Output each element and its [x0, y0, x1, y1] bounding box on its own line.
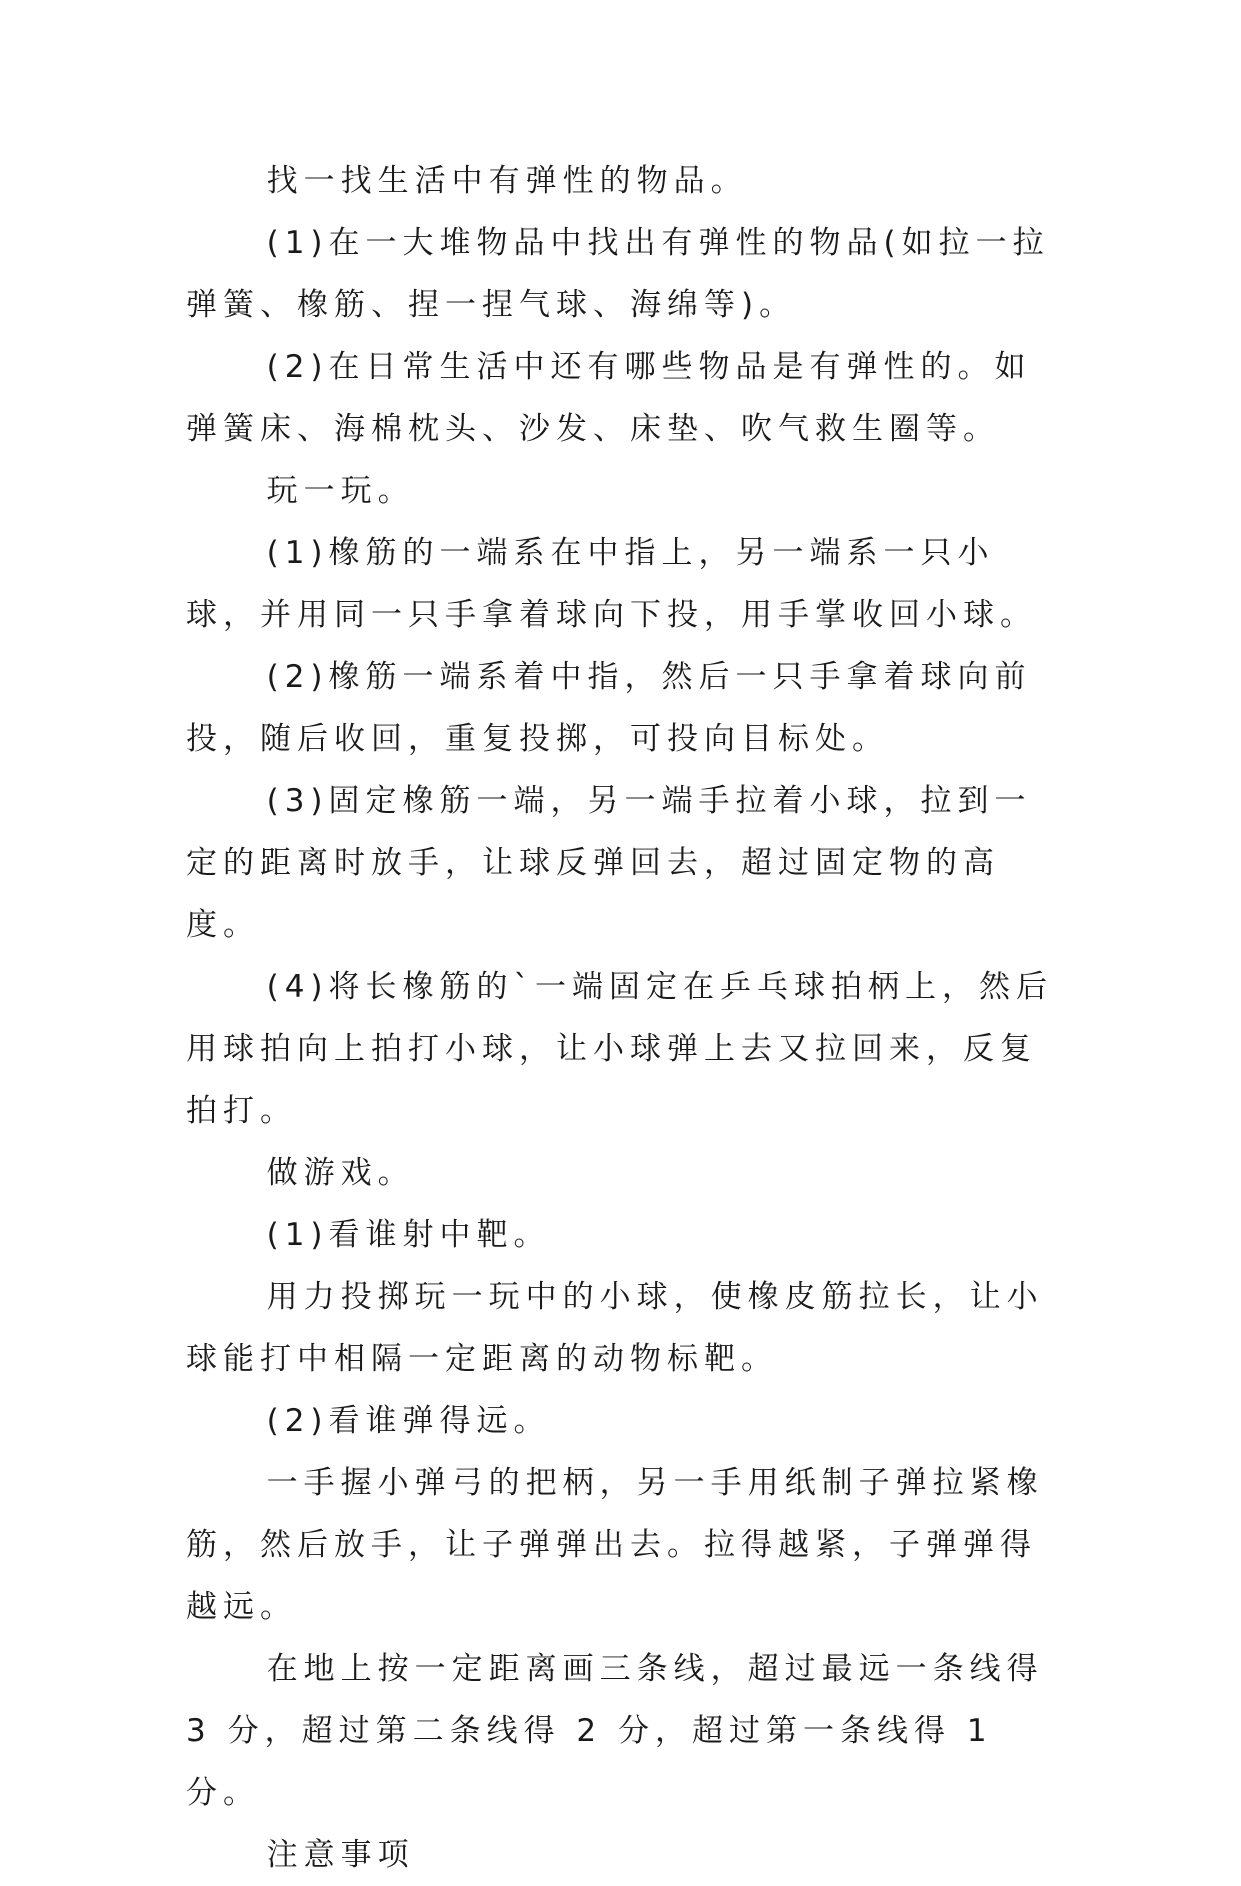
paragraph-find-elastic-items: 找一找生活中有弹性的物品。: [266, 163, 748, 199]
paragraph-play-step-3: (3)固定橡筋一端，另一端手拉着小球，拉到一定的距离时放手，让球反弹回去，超过固定物的高度。: [186, 783, 1032, 943]
paragraph-play-step-2: (2)橡筋一端系着中指，然后一只手拿着球向前投，随后收回，重复投掷，可投向目标处。: [186, 659, 1032, 757]
paragraph-notes-heading: 注意事项: [266, 1837, 415, 1873]
paragraph-game-1-body: 用力投掷玩一玩中的小球，使橡皮筋拉长，让小球能打中相隔一定距离的动物标靶。: [186, 1279, 1044, 1377]
paragraph-game-heading: 做游戏。: [266, 1155, 415, 1191]
paragraph-find-step-1: (1)在一大堆物品中找出有弹性的物品(如拉一拉弹簧、橡筋、捏一捏气球、海绵等)。: [186, 225, 1050, 323]
paragraph-game-1-title: (1)看谁射中靶。: [266, 1217, 551, 1253]
paragraph-find-step-2: (2)在日常生活中还有哪些物品是有弹性的。如弹簧床、海棉枕头、沙发、床垫、吹气救生圈等。: [186, 349, 1032, 447]
paragraph-play-step-1: (1)橡筋的一端系在中指上，另一端系一只小球，并用同一只手拿着球向下投，用手掌收回小球。: [186, 535, 1037, 633]
paragraph-play-heading: 玩一玩。: [266, 473, 415, 509]
paragraph-play-step-4: (4)将长橡筋的`一端固定在乒乓球拍柄上，然后用球拍向上拍打小球，让小球弹上去又拉回来，反复拍打。: [186, 969, 1054, 1129]
paragraph-game-2-title: (2)看谁弹得远。: [266, 1403, 551, 1439]
document-body: [186, 150, 1066, 1886]
paragraph-game-2-body: 一手握小弹弓的把柄，另一手用纸制子弹拉紧橡筋，然后放手，让子弹弹出去。拉得越紧，子弹弹得越远。: [186, 1465, 1044, 1625]
paragraph-game-2-scoring: 在地上按一定距离画三条线，超过最远一条线得 3 分，超过第二条线得 2 分，超过第一条线得 1 分。: [186, 1651, 1060, 1811]
